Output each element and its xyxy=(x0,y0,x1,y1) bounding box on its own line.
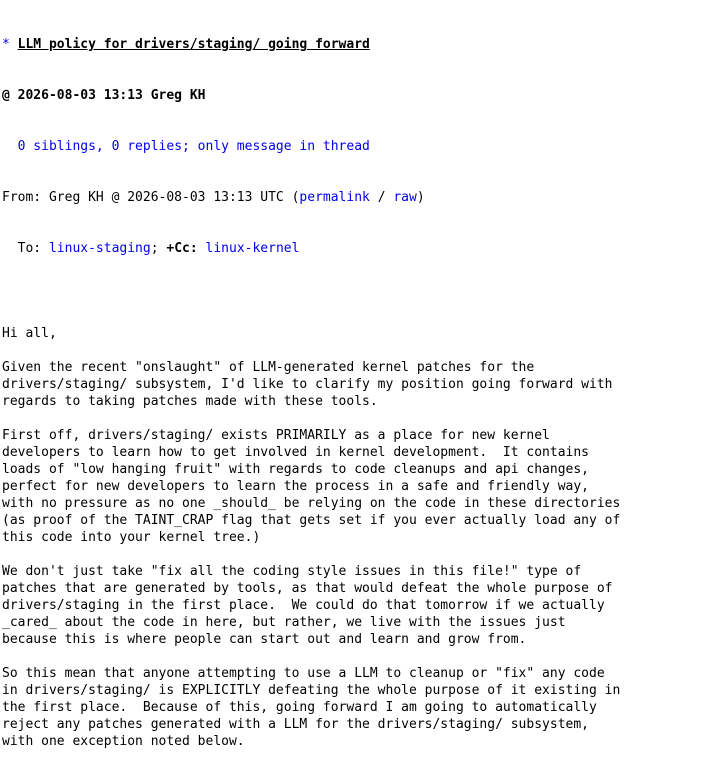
body-line xyxy=(2,308,724,325)
from-line xyxy=(2,189,724,206)
body-line: (as proof of the TAINT_CRAP flag that gets set if you ever actually load any of xyxy=(2,513,621,528)
thread-star: * xyxy=(2,37,10,52)
body-line xyxy=(2,410,724,427)
body-line: because this is where people can start out and learn and grow from. xyxy=(2,632,527,647)
message-body xyxy=(2,291,724,750)
body-line xyxy=(2,291,724,308)
from-suffix: ) xyxy=(416,190,425,205)
thread-info-line xyxy=(2,138,724,155)
body-line: with no pressure as no one _should_ be relying on the code in these directories xyxy=(2,496,621,511)
body-line: the first place. Because of this, going forward I am going to automatically xyxy=(2,700,597,715)
to-line xyxy=(2,240,724,257)
body-line: drivers/staging/ subsystem, I'd like to clarify my position going forward with xyxy=(2,377,613,392)
subject-line xyxy=(2,36,724,53)
body-line: perfect for new developers to learn the process in a safe and friendly way, xyxy=(2,479,589,494)
body-line xyxy=(2,648,724,665)
body-line: regards to taking patches made with these tools. xyxy=(2,394,378,409)
cc-label: +Cc: xyxy=(166,241,198,256)
raw-link[interactable]: raw xyxy=(393,190,417,205)
body-line: So this mean that anyone attempting to use a LLM to cleanup or "fix" any code xyxy=(2,666,605,681)
body-line: this code into your kernel tree.) xyxy=(2,530,261,545)
body-line: _cared_ about the code in here, but rather, we live with the issues just xyxy=(2,615,566,630)
cc-recipient-link[interactable]: linux-kernel xyxy=(205,241,300,256)
body-line: developers to learn how to get involved in kernel development. It contains xyxy=(2,445,589,460)
to-prefix: To: xyxy=(2,241,49,256)
cc-space xyxy=(198,241,206,256)
thread-info-link[interactable]: 0 siblings, 0 replies; only message in thread xyxy=(17,139,370,154)
body-line: loads of "low hanging fruit" with regards to code cleanups and api changes, xyxy=(2,462,589,477)
permalink-link[interactable]: permalink xyxy=(299,190,370,205)
author-date-line: @ 2026-08-03 13:13 Greg KH xyxy=(2,88,206,103)
from-prefix: From: Greg KH @ 2026-08-03 13:13 UTC ( xyxy=(2,190,300,205)
to-recipient-link[interactable]: linux-staging xyxy=(48,241,151,256)
body-line: First off, drivers/staging/ exists PRIMARILY as a place for new kernel xyxy=(2,428,550,443)
body-line: in drivers/staging/ is EXPLICITLY defeating the whole purpose of it existing in xyxy=(2,683,621,698)
body-line: patches that are generated by tools, as that would defeat the whole purpose of xyxy=(2,581,613,596)
body-line: Given the recent "onslaught" of LLM-generated kernel patches for the xyxy=(2,360,535,375)
cc-separator: ; xyxy=(150,241,167,256)
body-line: reject any patches generated with a LLM for the drivers/staging/ subsystem, xyxy=(2,717,589,732)
body-line: drivers/staging in the first place. We could do that tomorrow if we actually xyxy=(2,598,605,613)
body-line: with one exception noted below. xyxy=(2,734,245,749)
link-separator: / xyxy=(369,190,394,205)
body-line xyxy=(2,342,724,359)
body-line: We don't just take "fix all the coding style issues in this file!" type of xyxy=(2,564,582,579)
body-line: Hi all, xyxy=(2,326,57,341)
subject-link[interactable]: LLM policy for drivers/staging/ going forward xyxy=(17,37,370,52)
body-line xyxy=(2,546,724,563)
